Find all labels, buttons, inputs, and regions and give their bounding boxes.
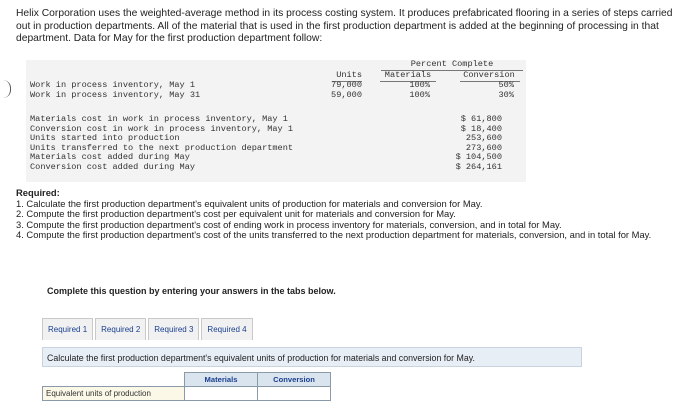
tab-required-4[interactable]: Required 4 [201,318,252,340]
cost-row-value: $ 264,161 [455,161,502,172]
wip-row-materials: 100% [409,90,430,100]
instruction-text: Complete this question by entering your answers in the tabs below. [47,286,336,296]
tab-prompt: Calculate the first production department's equivalent units of production for materials and conversion for May. [42,347,582,367]
conversion-equivalent-units-input[interactable] [258,388,330,400]
required-title: Required: [16,187,60,198]
cost-row-label: Units started into production [30,133,180,143]
wip-row-conversion: 50% [498,80,514,90]
materials-cell [185,387,258,401]
percent-complete-header: Percent Complete [381,60,523,71]
problem-intro: Helix Corporation uses the weighted-average method in its process costing system. It produces prefabricated flooring in a series of steps carried out in production departments. All of the material that is used in the first production department is added at the beginning of processing in that department. Data for May for the first production department follow: [16,8,673,44]
cost-row-value: 253,600 [465,133,502,143]
answer-table [42,372,331,401]
answer-row-label: Equivalent units of production [43,387,185,401]
required-item: 1. Calculate the first production department's equivalent units of production for materials and conversion for May. [16,197,483,209]
required-list [16,199,686,241]
tab-required-1[interactable]: Required 1 [42,318,93,340]
left-bracket-mark [2,80,11,98]
answer-corner-cell [43,373,185,387]
required-item: 2. Compute the first production department's cost per equivalent unit for materials and conversion for May. [16,208,456,220]
answer-materials-header: Materials [185,373,258,387]
wip-row-materials: 100% [409,80,430,90]
conversion-header: Conversion [463,70,515,80]
cost-row-label: Units transferred to the next production department [30,142,294,153]
cost-row-label: Materials cost in work in process inventory, May 1 [30,114,288,124]
wip-row-label: Work in process inventory, May 31 [30,90,201,100]
cost-row-label: Materials cost added during May [30,152,190,162]
cost-row-value: $ 61,800 [460,114,502,124]
units-header: Units [336,70,362,80]
wip-row-label: Work in process inventory, May 1 [30,80,196,90]
required-item: 4. Compute the first production department's cost of the units transferred to the next production department for materials, conversion, and in total for May. [16,229,652,241]
cost-row-label: Conversion cost in work in process inventory, May 1 [30,123,294,134]
cost-row-value: $ 104,500 [455,152,502,162]
answer-conversion-header: Conversion [258,373,331,387]
required-item: 3. Compute the first production department's cost of ending work in process inventory for materials, conversion, and in total for May. [16,218,562,230]
materials-equivalent-units-input[interactable] [185,388,257,400]
wip-row-units: 59,000 [331,90,362,100]
tab-required-3[interactable]: Required 3 [148,318,199,340]
conversion-cell [258,387,331,401]
answer-row [43,387,331,401]
required-tabs [42,318,255,340]
wip-row-conversion: 30% [498,90,514,100]
wip-row-units: 79,000 [331,80,362,90]
answer-header-row [43,373,331,387]
cost-row-value: 273,600 [465,142,502,153]
cost-row-label: Conversion cost added during May [30,161,196,172]
problem-data-table [26,60,526,182]
cost-row-value: $ 18,400 [460,123,502,134]
required-section [16,188,686,241]
materials-header: Materials [384,70,432,80]
tab-required-2[interactable]: Required 2 [95,318,146,340]
